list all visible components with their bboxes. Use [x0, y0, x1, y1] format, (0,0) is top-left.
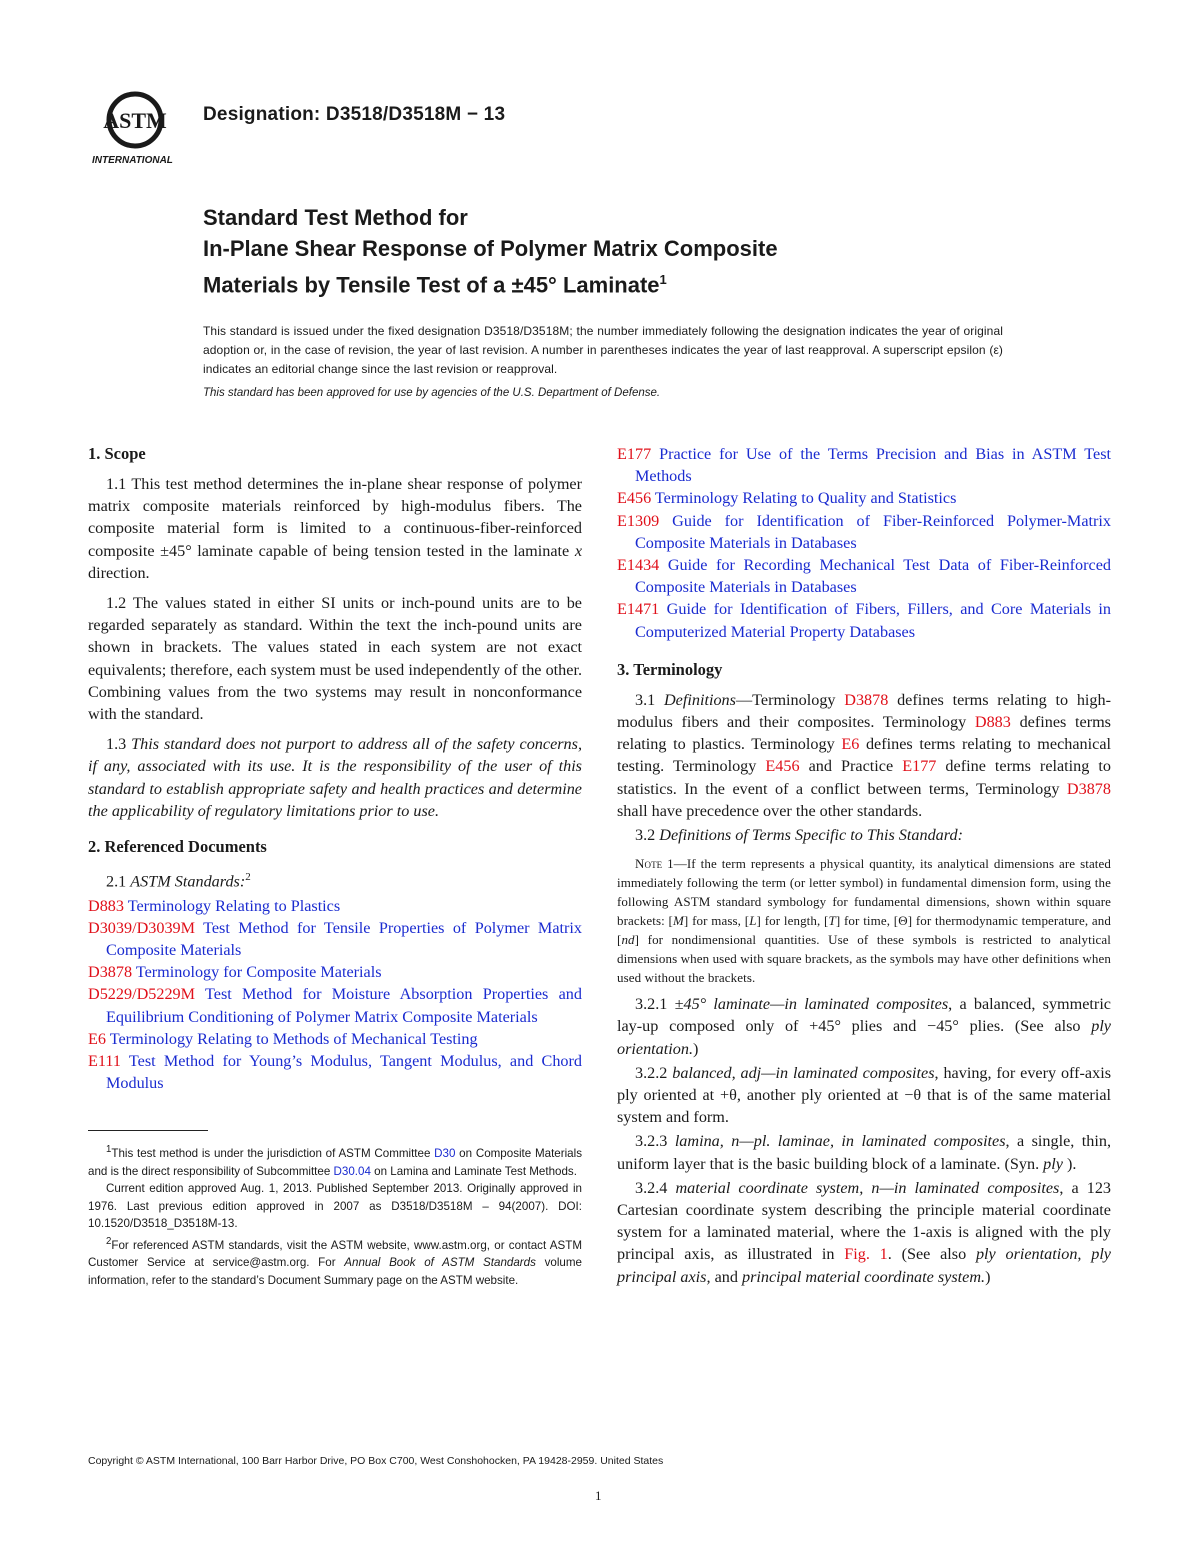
footnote-rule	[88, 1130, 208, 1131]
scope-para-1: 1.1 This test method determines the in-plane shear response of polymer matrix composite materials reinforced by high-modulus fibers. The composite material form is limited to a continuous-fiber-reinforced composite ±45° laminate capable of being tension tested in the laminate x direction.	[88, 475, 582, 582]
left-column	[88, 443, 582, 1289]
refdocs-heading: 2. Referenced Documents	[88, 837, 267, 857]
e177-link[interactable]: E177	[902, 757, 937, 776]
astm-logo	[90, 88, 190, 168]
committee-link[interactable]: D30	[434, 1147, 456, 1161]
logo-text: ASTM	[103, 108, 167, 133]
reference-link[interactable]: E6 Terminology Relating to Methods of Mechanical Testing	[88, 1029, 478, 1048]
reference-link[interactable]: E111 Test Method for Young’s Modulus, Tangent Modulus, and Chord Modulus	[88, 1052, 582, 1093]
e6-link[interactable]: E6	[841, 735, 860, 754]
definition-3-2-2: 3.2.2 balanced, adj—in laminated composites, having, for every off-axis ply oriented at +θ, another ply oriented at −θ that is of the same material system and form.	[617, 1063, 1111, 1127]
terminology-heading: 3. Terminology	[617, 659, 723, 679]
reference-link[interactable]: D883 Terminology Relating to Plastics	[88, 896, 341, 915]
reference-link[interactable]: E1471 Guide for Identification of Fibers, Fillers, and Core Materials in Computerized Material Property Databases	[617, 600, 1111, 641]
title-line-1: Standard Test Method for	[203, 205, 468, 230]
scope-heading: 1. Scope	[88, 444, 146, 463]
d3878-link[interactable]: D3878	[844, 690, 889, 709]
reference-list	[88, 895, 582, 1095]
designation: Designation: D3518/D3518M − 13	[203, 104, 506, 125]
reference-link[interactable]: E177 Practice for Use of the Terms Precision and Bias in ASTM Test Methods	[617, 445, 1111, 486]
definition-3-2-1: 3.2.1 ±45° laminate—in laminated composites, a balanced, symmetric lay-up composed only of +45° plies and −45° plies. (See also ply orientation.)	[617, 995, 1111, 1058]
issued-note: This standard is issued under the fixed designation D3518/D3518M; the number immediately following the designation indicates the year of original adoption or, in the case of revision, the year of last revision. A number in parentheses indicates the year of last reapproval. A superscript epsilon (ε) indicates an editorial change since the last revision or reapproval.	[203, 324, 1003, 376]
reference-link[interactable]: D5229/D5229M Test Method for Moisture Absorption Properties and Equilibrium Conditioning of Polymer Matrix Composite Materials	[88, 985, 582, 1026]
reference-link[interactable]: E1434 Guide for Recording Mechanical Test Data of Fiber-Reinforced Composite Materials in Databases	[617, 556, 1111, 597]
approved-note: This standard has been approved for use by agencies of the U.S. Department of Defense.	[203, 387, 661, 399]
definition-3-2-3: 3.2.3 lamina, n—pl. laminae, in laminated composites, a single, thin, uniform layer that is the basic building block of a laminate. (Syn. ply ).	[617, 1132, 1111, 1173]
note-1: Note 1—If the term represents a physical quantity, its analytical dimensions are stated immediately following the term (or letter symbol) in fundamental dimension form, using the following ASTM standard symbology for fundamental dimensions, shown within square brackets: [M] for mass, [L] for length, [T] for time, [Θ] for thermodynamic temperature, and [nd] for nondimensional quantities. Use of these symbols is restricted to analytical dimensions when used with square brackets, as the symbols may have other definitions when used without the brackets.	[617, 856, 1111, 986]
refdocs-subheading: 2.1 ASTM Standards:$^2$	[106, 871, 251, 891]
d3878-link[interactable]: D3878	[1066, 779, 1111, 798]
title-line-2: In-Plane Shear Response of Polymer Matrix Composite	[203, 236, 778, 261]
terminology-para-3-1: 3.1 Definitions—Terminology D3878 defines terms relating to high-modulus fibers and their composites. Terminology D883 defines terms relating to plastics. Terminology E6 defines terms relating to mechanical testing. Terminology E456 and Practice E177 define terms relating to statistics. In the event of a conflict between terms, Terminology D3878 shall have precedence over the other standards.	[617, 690, 1112, 820]
document-title	[203, 202, 1103, 300]
terminology-para-3-2: 3.2 Definitions of Terms Specific to This Standard:	[635, 826, 963, 845]
reference-link[interactable]: D3039/D3039M Test Method for Tensile Properties of Polymer Matrix Composite Materials	[88, 918, 582, 960]
reference-list-continued	[617, 443, 1111, 643]
e456-link[interactable]: E456	[765, 757, 800, 776]
logo-subtext: INTERNATIONAL	[92, 155, 173, 166]
definition-3-2-4: 3.2.4 material coordinate system, n—in laminated composites, a 123 Cartesian coordinate system describing the principle material coordinate system for a laminated material, where the 1-axis is aligned with the ply principal axis, as illustrated in Fig. 1. (See also ply orientation, ply principal axis, and principal material coordinate system.)	[617, 1178, 1112, 1286]
reference-link[interactable]: E1309 Guide for Identification of Fiber-Reinforced Polymer-Matrix Composite Materials in Databases	[617, 511, 1111, 552]
footnote-2: $^2$For referenced ASTM standards, visit the ASTM website, www.astm.org, or contact ASTM Customer Service at service@astm.org. For Annual Book of ASTM Standards volume information, refer to the standard’s Document Summary page on the ASTM website.	[88, 1235, 582, 1287]
subcommittee-link[interactable]: D30.04	[333, 1164, 371, 1178]
d883-link[interactable]: D883	[974, 713, 1011, 732]
footnote-1-edition: Current edition approved Aug. 1, 2013. Published September 2013. Originally approved in 1976. Last previous edition approved in 2007 as D3518/D3518M – 94(2007). DOI: 10.1520/D3518_D3518M-13.	[88, 1182, 582, 1231]
title-line-3: Materials by Tensile Test of a ±45° Laminate	[203, 272, 660, 298]
reference-link[interactable]: D3878 Terminology for Composite Materials	[88, 963, 382, 982]
copyright-notice: Copyright © ASTM International, 100 Barr Harbor Drive, PO Box C700, West Conshohocken, PA 19428-2959. United States	[88, 1455, 664, 1467]
figure-1-link[interactable]: Fig. 1	[844, 1245, 888, 1264]
title-footnote-mark: 1	[659, 272, 667, 287]
page-number: 1	[595, 1488, 602, 1503]
reference-link[interactable]: E456 Terminology Relating to Quality and Statistics	[617, 489, 957, 508]
right-column	[617, 443, 1111, 1296]
scope-para-2: 1.2 The values stated in either SI units or inch-pound units are to be regarded separately as standard. Within the text the inch-pound units are shown in brackets. The values stated in each system are not exact equivalents; therefore, each system must be used independently of the other. Combining values from the two systems may result in nonconformance with the standard.	[88, 594, 582, 724]
scope-para-3: 1.3 This standard does not purport to address all of the safety concerns, if any, associated with its use. It is the responsibility of the user of this standard to establish appropriate safety and health practices and determine the applicability of regulatory limitations prior to use.	[88, 735, 582, 820]
footnote-1: $^1$This test method is under the jurisdiction of ASTM Committee D30 on Composite Materials and is the direct responsibility of Subcommittee D30.04 on Lamina and Laminate Test Methods.	[88, 1144, 582, 1178]
